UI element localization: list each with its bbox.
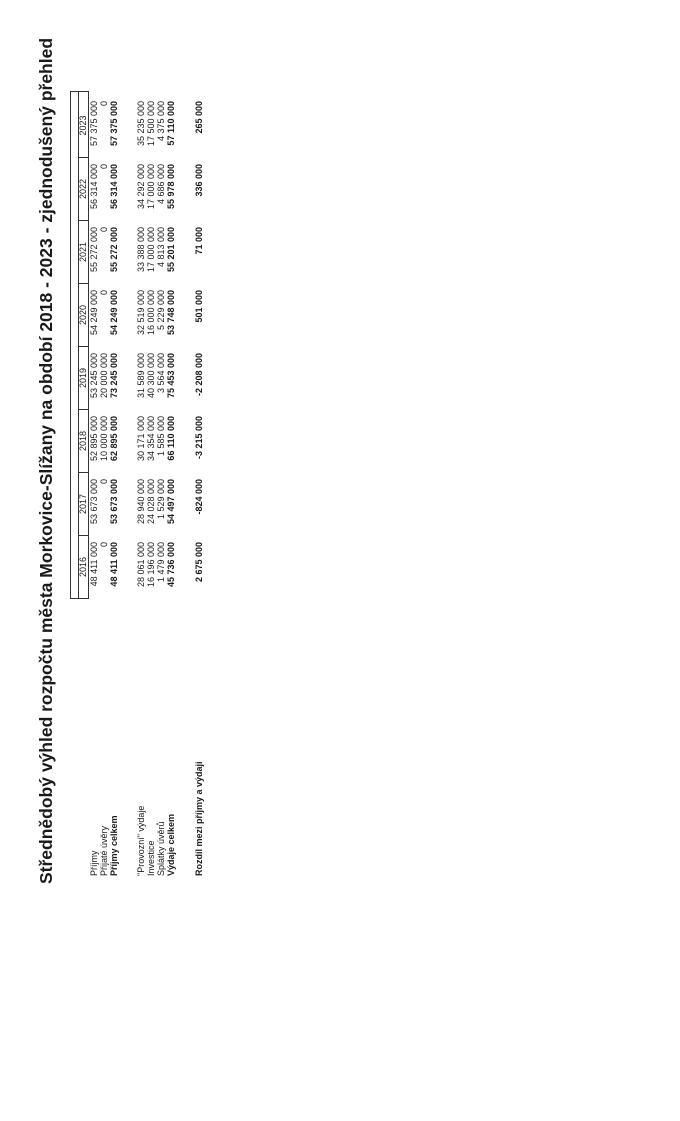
row-label: Splátky úvěrů [156, 821, 166, 876]
table-cell: 2 675 000 [194, 542, 204, 583]
table-cell: 55 272 000 [109, 227, 119, 273]
year-header-2022: 2022 [78, 157, 88, 220]
year-header-2019: 2019 [78, 346, 88, 409]
table-cell: 30 171 000 [136, 416, 146, 462]
year-header-2016: 2016 [78, 535, 88, 598]
table-cell: 1 479 000 [156, 542, 166, 583]
table-cell: 17 500 000 [146, 101, 156, 147]
table-cell: 34 354 000 [146, 416, 156, 462]
table-cell: 45 736 000 [166, 542, 176, 588]
table-cell: 0 [99, 101, 109, 107]
year-header-2018: 2018 [78, 409, 88, 472]
table-cell: 5 229 000 [156, 290, 166, 331]
table-cell: 75 453 000 [166, 353, 176, 399]
table-cell: 53 673 000 [109, 479, 119, 525]
table-cell: 28 940 000 [136, 479, 146, 525]
table-cell: 35 235 000 [136, 101, 146, 147]
row-label: "Provozní" výdaje [136, 805, 146, 876]
table-cell: 16 000 000 [146, 290, 156, 336]
table-cell: 24 028 000 [146, 479, 156, 525]
table-cell: 56 314 000 [89, 164, 99, 210]
year-header-2017: 2017 [78, 472, 88, 535]
table-cell: 28 061 000 [136, 542, 146, 588]
table-cell: 52 895 000 [89, 416, 99, 462]
table-cell: 53 673 000 [89, 479, 99, 525]
row-label: Rozdíl mezi příjmy a výdaji [194, 761, 204, 876]
table-cell: 57 110 000 [166, 101, 176, 146]
table-cell: 57 375 000 [109, 101, 119, 147]
table-cell: 48 411 000 [89, 542, 99, 587]
table-cell: 17 000 000 [146, 227, 156, 273]
table-cell: 62 895 000 [109, 416, 119, 462]
table-cell: 10 000 000 [99, 416, 109, 462]
table-cell: 501 000 [194, 290, 204, 323]
table-cell: 20 000 000 [99, 353, 109, 399]
table-cell: 53 245 000 [89, 353, 99, 399]
table-cell: 54 249 000 [89, 290, 99, 336]
year-header-2020: 2020 [78, 283, 88, 346]
table-cell: 16 196 000 [146, 542, 156, 588]
table-cell: 0 [99, 227, 109, 233]
table-cell: 0 [99, 164, 109, 170]
table-cell: 57 375 000 [89, 101, 99, 147]
table-cell: 53 748 000 [166, 290, 176, 336]
table-cell: 73 245 000 [109, 353, 119, 399]
table-cell: 32 519 000 [136, 290, 146, 336]
table-cell: 3 564 000 [156, 353, 166, 394]
year-header [70, 91, 89, 599]
rotated-sheet [36, 37, 246, 884]
row-label: Výdaje celkem [166, 813, 176, 876]
table-cell: 1 529 000 [156, 479, 166, 520]
table-cell: 55 272 000 [89, 227, 99, 273]
table-cell: 17 000 000 [146, 164, 156, 210]
table-cell: 4 686 000 [156, 164, 166, 205]
table-cell: 34 292 000 [136, 164, 146, 210]
table-cell: 55 201 000 [166, 227, 176, 273]
row-label: Přijaté úvěry [99, 825, 109, 876]
table-cell: 0 [99, 542, 109, 548]
table-cell: 40 300 000 [146, 353, 156, 399]
table-cell: 4 375 000 [156, 101, 166, 142]
table-cell: 0 [99, 479, 109, 485]
page-title: Střednědobý výhled rozpočtu města Morkovice-Slížany na období 2018 - 2023 - zjednodušený přehled [36, 37, 56, 884]
row-label: Příjmy [89, 850, 99, 876]
year-header-2023: 2023 [78, 115, 88, 136]
table-cell: 55 978 000 [166, 164, 176, 210]
table-cell: -2 208 000 [194, 353, 204, 397]
year-header-2021: 2021 [78, 220, 88, 283]
table-cell: 4 813 000 [156, 227, 166, 268]
table-cell: 54 497 000 [166, 479, 176, 525]
table-cell: 0 [99, 290, 109, 296]
row-label: Příjmy celkem [109, 815, 119, 876]
table-cell: 336 000 [194, 164, 204, 197]
table-cell: 31 589 000 [136, 353, 146, 399]
table-cell: 265 000 [194, 101, 204, 134]
table-cell: 1 585 000 [156, 416, 166, 457]
table-cell: 33 388 000 [136, 227, 146, 273]
table-cell: 71 000 [194, 227, 204, 255]
row-label: Investice [146, 840, 156, 876]
table-cell: 56 314 000 [109, 164, 119, 210]
table-cell: 48 411 000 [109, 542, 119, 587]
table-cell: 54 249 000 [109, 290, 119, 336]
table-cell: 66 110 000 [166, 416, 176, 461]
table-cell: -824 000 [194, 479, 204, 515]
table-cell: -3 215 000 [194, 416, 204, 460]
